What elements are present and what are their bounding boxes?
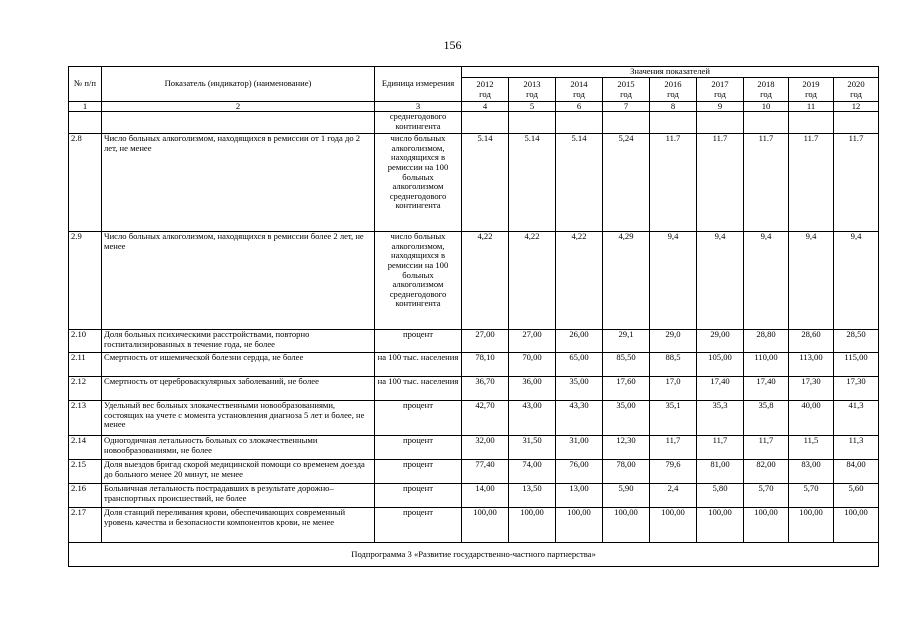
indicator-value: 5,24 — [603, 134, 650, 232]
indicator-value: 100,00 — [462, 508, 509, 543]
indicator-value — [744, 112, 789, 134]
indicator-value: 9,4 — [697, 232, 744, 330]
header-year-2018 — [744, 78, 789, 102]
indicator-value: 113,00 — [789, 353, 834, 377]
header-year-2020 — [834, 78, 879, 102]
indicator-value: 28,50 — [834, 330, 879, 353]
header-year-suffix: год — [760, 88, 772, 99]
column-number: 4 — [462, 102, 509, 112]
indicator-value: 77,40 — [462, 460, 509, 484]
header-year-value: 2012 — [476, 79, 494, 90]
column-number: 12 — [834, 102, 879, 112]
indicator-value: 28,60 — [789, 330, 834, 353]
header-year-value: 2017 — [711, 79, 729, 90]
indicator-value: 11.7 — [744, 134, 789, 232]
row-number: 2.17 — [69, 508, 102, 543]
header-year-value: 2020 — [847, 79, 865, 90]
indicator-value: 11.7 — [834, 134, 879, 232]
indicator-value: 9,4 — [650, 232, 697, 330]
column-number: 5 — [509, 102, 556, 112]
indicator-value: 11.7 — [697, 134, 744, 232]
indicator-value: 11,5 — [789, 436, 834, 460]
indicator-value: 13,50 — [509, 484, 556, 508]
header-no: № п/п — [69, 67, 102, 102]
indicator-value: 5.14 — [509, 134, 556, 232]
column-number: 8 — [650, 102, 697, 112]
indicator-value: 105,00 — [697, 353, 744, 377]
unit-of-measure: среднегодового контингента — [375, 112, 462, 134]
indicator-value: 29,0 — [650, 330, 697, 353]
indicator-value: 11,7 — [744, 436, 789, 460]
indicator-value: 41,3 — [834, 401, 879, 436]
indicator-value: 29,1 — [603, 330, 650, 353]
indicator-value: 11,3 — [834, 436, 879, 460]
header-year-suffix: год — [479, 88, 491, 99]
header-year-suffix: год — [526, 88, 538, 99]
table-row — [69, 460, 879, 484]
indicator-value: 17,30 — [789, 377, 834, 401]
indicator-value: 27,00 — [509, 330, 556, 353]
indicator-value: 17,60 — [603, 377, 650, 401]
indicator-name — [102, 112, 375, 134]
indicator-value: 4,22 — [462, 232, 509, 330]
indicator-value: 85,50 — [603, 353, 650, 377]
header-year-value: 2013 — [523, 79, 541, 90]
indicator-value: 5,90 — [603, 484, 650, 508]
indicator-value: 5,80 — [697, 484, 744, 508]
indicator-value: 17,30 — [834, 377, 879, 401]
indicator-value: 17,0 — [650, 377, 697, 401]
header-values: Значения показателей — [462, 67, 879, 78]
indicator-value: 35,3 — [697, 401, 744, 436]
row-number: 2.8 — [69, 134, 102, 232]
table-row — [69, 232, 879, 330]
table-row — [69, 401, 879, 436]
row-number: 2.16 — [69, 484, 102, 508]
indicator-value: 4,22 — [556, 232, 603, 330]
unit-of-measure: процент — [375, 436, 462, 460]
header-year-suffix: год — [805, 88, 817, 99]
table-row — [69, 377, 879, 401]
indicator-value: 43,00 — [509, 401, 556, 436]
indicator-value: 35,00 — [556, 377, 603, 401]
indicator-value: 76,00 — [556, 460, 603, 484]
column-number: 3 — [375, 102, 462, 112]
indicator-value: 78,10 — [462, 353, 509, 377]
subprogram-row — [69, 543, 879, 567]
column-number: 1 — [69, 102, 102, 112]
table-row — [69, 353, 879, 377]
indicator-name: Больничная летальность пострадавших в результате дорожно–транспортных происшествий, не более — [102, 484, 375, 508]
indicator-value: 110,00 — [744, 353, 789, 377]
indicator-value: 100,00 — [509, 508, 556, 543]
indicator-name: Доля выездов бригад скорой медицинской помощи со временем доезда до больного менее 20 минут, не менее — [102, 460, 375, 484]
indicator-name: Число больных алкоголизмом, находящихся в ремиссии более 2 лет, не менее — [102, 232, 375, 330]
table-row — [69, 112, 879, 134]
header-year-2019 — [789, 78, 834, 102]
indicator-value — [509, 112, 556, 134]
indicator-value: 100,00 — [834, 508, 879, 543]
indicator-name: Число больных алкоголизмом, находящихся в ремиссии от 1 года до 2 лет, не менее — [102, 134, 375, 232]
indicators-table — [68, 66, 879, 567]
indicator-value: 42,70 — [462, 401, 509, 436]
column-number: 6 — [556, 102, 603, 112]
header-year-value: 2014 — [570, 79, 588, 90]
header-year-2014 — [556, 78, 603, 102]
header-year-value: 2015 — [617, 79, 635, 90]
indicator-value: 82,00 — [744, 460, 789, 484]
page-number: 156 — [443, 38, 462, 52]
indicator-value — [556, 112, 603, 134]
header-year-2012 — [462, 78, 509, 102]
row-number: 2.10 — [69, 330, 102, 353]
indicator-value: 79,6 — [650, 460, 697, 484]
indicator-value: 12,30 — [603, 436, 650, 460]
indicator-value: 43,30 — [556, 401, 603, 436]
unit-of-measure: процент — [375, 330, 462, 353]
indicator-value: 78,00 — [603, 460, 650, 484]
unit-of-measure: на 100 тыс. населения — [375, 377, 462, 401]
indicator-value: 11,7 — [650, 436, 697, 460]
column-number: 11 — [789, 102, 834, 112]
indicator-value: 115,00 — [834, 353, 879, 377]
indicator-value: 5,70 — [789, 484, 834, 508]
indicator-value: 26,00 — [556, 330, 603, 353]
header-unit: Единица измерения — [375, 67, 462, 102]
header-year-suffix: год — [620, 88, 632, 99]
subprogram-title: Подпрограмма 3 «Развитие государственно-частного партнерства» — [69, 543, 879, 567]
indicator-value: 27,00 — [462, 330, 509, 353]
header-year-suffix: год — [667, 88, 679, 99]
indicator-name: Удельный вес больных злокачественными новообразованиями, состоящих на учете с момента установления диагноза 5 лет и более, не менее — [102, 401, 375, 436]
header-year-value: 2019 — [802, 79, 820, 90]
unit-of-measure: число больных алкоголизмом, находящихся в ремиссии на 100 больных алкоголизмом среднегодового контингента — [375, 232, 462, 330]
indicator-name: Одногодичная летальность больных со злокачественными новообразованиями, не более — [102, 436, 375, 460]
unit-of-measure: на 100 тыс. населения — [375, 353, 462, 377]
indicator-value — [462, 112, 509, 134]
indicator-value: 35,8 — [744, 401, 789, 436]
indicator-value — [697, 112, 744, 134]
header-year-2016 — [650, 78, 697, 102]
row-number — [69, 112, 102, 134]
indicator-value: 31,50 — [509, 436, 556, 460]
table-row — [69, 484, 879, 508]
header-year-2017 — [697, 78, 744, 102]
header-year-2013 — [509, 78, 556, 102]
indicator-value: 88,5 — [650, 353, 697, 377]
indicator-value: 35,1 — [650, 401, 697, 436]
column-number: 2 — [102, 102, 375, 112]
indicator-value: 4,22 — [509, 232, 556, 330]
indicator-value: 70,00 — [509, 353, 556, 377]
indicator-name: Смертность от цереброваскулярных заболеваний, не более — [102, 377, 375, 401]
unit-of-measure: процент — [375, 460, 462, 484]
indicator-value: 40,00 — [789, 401, 834, 436]
indicator-value: 74,00 — [509, 460, 556, 484]
row-number: 2.12 — [69, 377, 102, 401]
indicator-value: 2,4 — [650, 484, 697, 508]
row-number: 2.9 — [69, 232, 102, 330]
unit-of-measure: процент — [375, 484, 462, 508]
indicator-value: 100,00 — [697, 508, 744, 543]
indicator-value: 9,4 — [834, 232, 879, 330]
column-number: 7 — [603, 102, 650, 112]
row-number: 2.15 — [69, 460, 102, 484]
header-year-value: 2016 — [664, 79, 682, 90]
header-year-value: 2018 — [757, 79, 775, 90]
indicator-value: 9,4 — [744, 232, 789, 330]
header-indicator: Показатель (индикатор) (наименование) — [102, 67, 375, 102]
indicator-value — [650, 112, 697, 134]
column-number: 10 — [744, 102, 789, 112]
indicator-value: 11,7 — [697, 436, 744, 460]
header-year-suffix: год — [573, 88, 585, 99]
indicator-value: 84,00 — [834, 460, 879, 484]
table-row — [69, 134, 879, 232]
indicator-value: 5.14 — [462, 134, 509, 232]
indicator-value: 5.14 — [556, 134, 603, 232]
indicator-value: 17,40 — [697, 377, 744, 401]
indicator-value: 83,00 — [789, 460, 834, 484]
indicator-value: 36,70 — [462, 377, 509, 401]
table-row — [69, 508, 879, 543]
indicator-value: 81,00 — [697, 460, 744, 484]
indicator-value: 100,00 — [789, 508, 834, 543]
row-number: 2.14 — [69, 436, 102, 460]
row-number: 2.13 — [69, 401, 102, 436]
indicator-value: 13,00 — [556, 484, 603, 508]
header-year-suffix: год — [850, 88, 862, 99]
indicator-value: 36,00 — [509, 377, 556, 401]
indicator-value: 14,00 — [462, 484, 509, 508]
table-row — [69, 330, 879, 353]
indicator-value: 28,80 — [744, 330, 789, 353]
column-number: 9 — [697, 102, 744, 112]
indicator-value: 35,00 — [603, 401, 650, 436]
indicator-value: 5,60 — [834, 484, 879, 508]
indicator-value: 17,40 — [744, 377, 789, 401]
indicator-value: 4,29 — [603, 232, 650, 330]
indicator-value: 100,00 — [556, 508, 603, 543]
unit-of-measure: число больных алкоголизмом, находящихся в ремиссии на 100 больных алкоголизмом среднегодового контингента — [375, 134, 462, 232]
indicator-value: 100,00 — [603, 508, 650, 543]
indicator-name: Доля больных психическими расстройствами, повторно госпитализированных в течение года, не более — [102, 330, 375, 353]
unit-of-measure: процент — [375, 508, 462, 543]
indicator-value: 100,00 — [744, 508, 789, 543]
indicator-value: 100,00 — [650, 508, 697, 543]
indicator-value: 11.7 — [789, 134, 834, 232]
indicator-value — [603, 112, 650, 134]
header-year-suffix: год — [714, 88, 726, 99]
indicator-name: Смертность от ишемической болезни сердца, не более — [102, 353, 375, 377]
indicator-value: 32,00 — [462, 436, 509, 460]
indicator-value — [834, 112, 879, 134]
table-row — [69, 436, 879, 460]
indicator-value: 9,4 — [789, 232, 834, 330]
row-number: 2.11 — [69, 353, 102, 377]
unit-of-measure: процент — [375, 401, 462, 436]
indicator-name: Доля станций переливания крови, обеспечивающих современный уровень качества и безопасности компонентов крови, не менее — [102, 508, 375, 543]
indicator-value — [789, 112, 834, 134]
indicator-value: 31,00 — [556, 436, 603, 460]
indicator-value: 65,00 — [556, 353, 603, 377]
indicator-value: 11.7 — [650, 134, 697, 232]
indicator-value: 29,00 — [697, 330, 744, 353]
indicator-value: 5,70 — [744, 484, 789, 508]
header-year-2015 — [603, 78, 650, 102]
